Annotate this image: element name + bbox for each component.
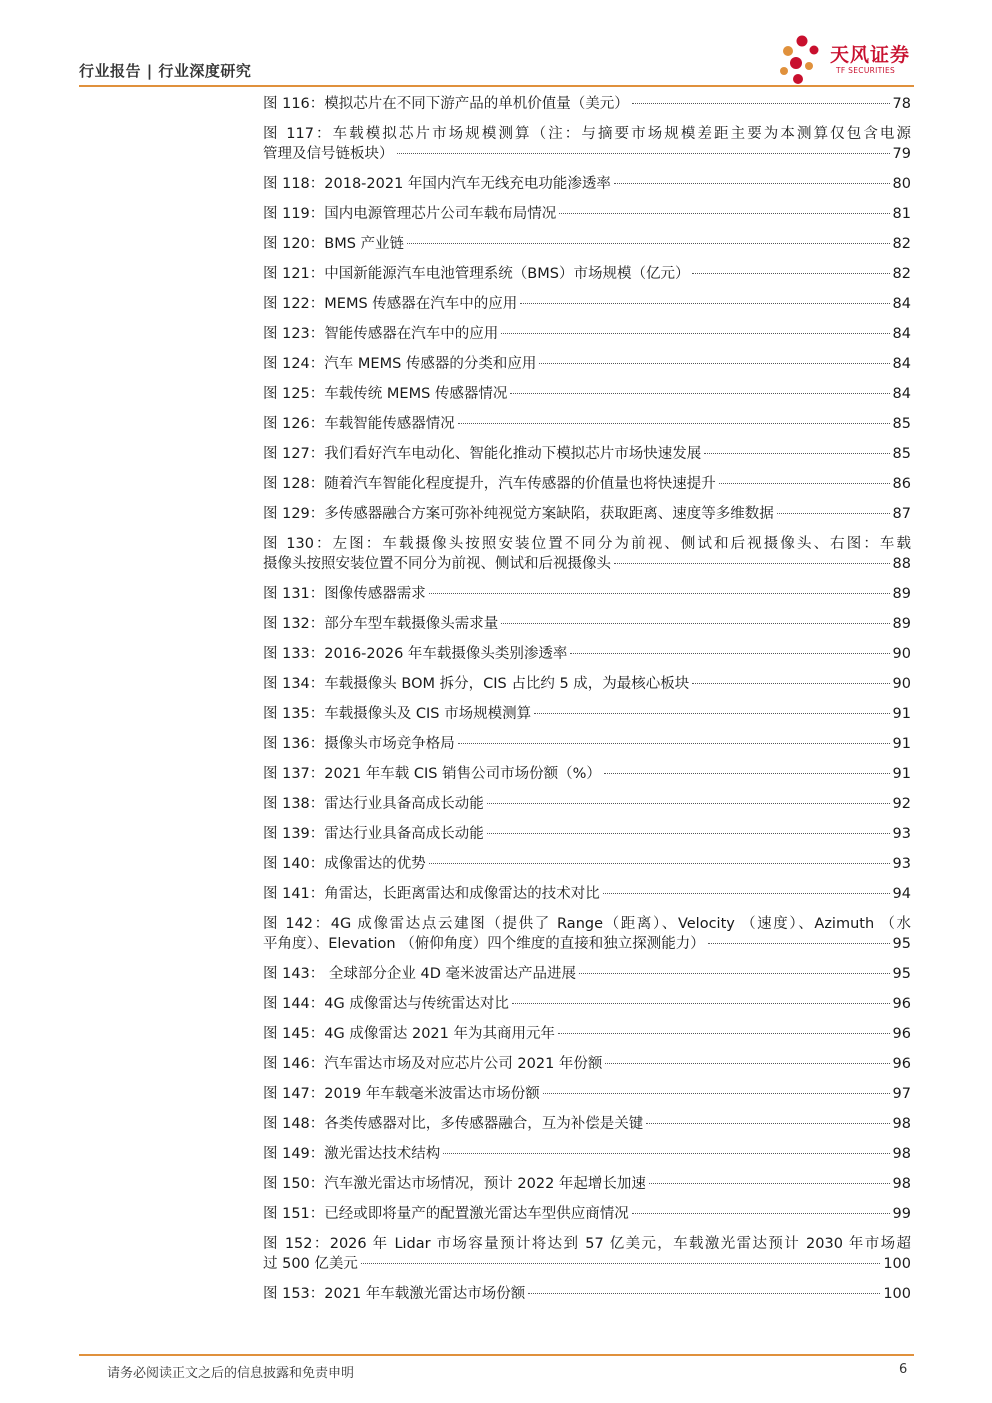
toc-entry[interactable] — [263, 294, 911, 314]
toc-dot-leader — [520, 303, 889, 304]
toc-entry[interactable] — [263, 264, 911, 284]
toc-entry-title: 图 125：车载传统 MEMS 传感器情况 — [263, 386, 508, 402]
toc-dot-leader — [692, 273, 889, 274]
toc-dot-leader — [559, 213, 889, 214]
toc-entry-page: 98 — [892, 1146, 911, 1162]
toc-entry-page: 94 — [892, 886, 911, 902]
toc-dot-leader — [458, 423, 890, 424]
toc-entry-title: 图 116：模拟芯片在不同下游产品的单机价值量（美元） — [263, 96, 629, 112]
toc-entry-title: 图 143： 全球部分企业 4D 毫米波雷达产品进展 — [263, 966, 577, 982]
toc-entry[interactable] — [263, 354, 911, 374]
toc-entry-title: 图 147：2019 年车载毫米波雷达市场份额 — [263, 1086, 540, 1102]
toc-entry-title: 图 126：车载智能传感器情况 — [263, 416, 455, 432]
toc-entry-title: 图 149：激光雷达技术结构 — [263, 1146, 441, 1162]
toc-entry[interactable] — [263, 734, 911, 754]
toc-dot-leader — [605, 1063, 889, 1064]
toc-dot-leader — [407, 243, 889, 244]
toc-entry[interactable] — [263, 644, 911, 664]
header-divider — [79, 85, 914, 87]
toc-entry-title-line1: 图 142：4G 成像雷达点云建图（提供了 Range（距离）、Velocity （速度）、Azimuth （水 — [263, 916, 911, 932]
toc-entry-title: 图 124：汽车 MEMS 传感器的分类和应用 — [263, 356, 537, 372]
toc-dot-leader — [708, 943, 890, 944]
toc-entry-title: 平角度）、Elevation （俯仰角度）四个维度的直接和独立探测能力） — [263, 936, 705, 952]
toc-entry-title: 图 146：汽车雷达市场及对应芯片公司 2021 年份额 — [263, 1056, 603, 1072]
toc-dot-leader — [458, 743, 890, 744]
toc-entry-page: 95 — [892, 966, 911, 982]
toc-entry-title: 图 137：2021 年车载 CIS 销售公司市场份额（%） — [263, 766, 601, 782]
toc-dot-leader — [614, 183, 890, 184]
toc-entry-page: 89 — [892, 616, 911, 632]
toc-entry-page: 89 — [892, 586, 911, 602]
toc-entry[interactable] — [263, 964, 911, 984]
toc-entry-page: 79 — [892, 146, 911, 162]
toc-entry-page: 91 — [892, 736, 911, 752]
toc-dot-leader — [528, 1293, 880, 1294]
toc-entry-title: 图 129：多传感器融合方案可弥补纯视觉方案缺陷，获取距离、速度等多维数据 — [263, 506, 774, 522]
toc-entry-page: 91 — [892, 706, 911, 722]
toc-entry[interactable] — [263, 884, 911, 904]
toc-entry-title: 图 139：雷达行业具备高成长动能 — [263, 826, 484, 842]
toc-entry-title: 图 121：中国新能源汽车电池管理系统（BMS）市场规模（亿元） — [263, 266, 690, 282]
toc-entry[interactable] — [263, 584, 911, 604]
toc-entry-page: 93 — [892, 856, 911, 872]
toc-entry[interactable] — [263, 764, 911, 784]
toc-entry-title: 图 128：随着汽车智能化程度提升，汽车传感器的价值量也将快速提升 — [263, 476, 716, 492]
toc-entry[interactable] — [263, 914, 911, 954]
toc-dot-leader — [487, 833, 890, 834]
toc-entry-title: 图 134：车载摄像头 BOM 拆分，CIS 占比约 5 成，为最核心板块 — [263, 676, 690, 692]
toc-entry-page: 84 — [892, 356, 911, 372]
toc-dot-leader — [719, 483, 890, 484]
toc-entry-title: 图 138：雷达行业具备高成长动能 — [263, 796, 484, 812]
toc-entry-page: 82 — [892, 236, 911, 252]
toc-entry[interactable] — [263, 824, 911, 844]
toc-dot-leader — [512, 1003, 890, 1004]
toc-entry-page: 86 — [892, 476, 911, 492]
footer-disclaimer: 请务必阅读正文之后的信息披露和免责申明 — [107, 1366, 355, 1381]
toc-dot-leader — [603, 893, 890, 894]
toc-entry-title: 图 153：2021 年车载激光雷达市场份额 — [263, 1286, 526, 1302]
toc-entry[interactable] — [263, 324, 911, 344]
toc-entry[interactable] — [263, 1114, 911, 1134]
toc-entry-title: 图 120：BMS 产业链 — [263, 236, 405, 252]
toc-entry-title: 图 141：角雷达，长距离雷达和成像雷达的技术对比 — [263, 886, 600, 902]
toc-entry-title: 图 140：成像雷达的优势 — [263, 856, 426, 872]
toc-entry[interactable] — [263, 1144, 911, 1164]
toc-entry-title: 图 131：图像传感器需求 — [263, 586, 426, 602]
toc-dot-leader — [443, 1153, 889, 1154]
toc-entry[interactable] — [263, 504, 911, 524]
toc-dot-leader — [429, 593, 890, 594]
toc-dot-leader — [397, 153, 890, 154]
toc-entry-title: 图 150：汽车激光雷达市场情况，预计 2022 年起增长加速 — [263, 1176, 646, 1192]
toc-dot-leader — [692, 683, 889, 684]
toc-dot-leader — [539, 363, 889, 364]
toc-dot-leader — [604, 773, 890, 774]
toc-entry-page: 90 — [892, 646, 911, 662]
toc-dot-leader — [501, 623, 889, 624]
toc-entry-page: 84 — [892, 296, 911, 312]
toc-entry-page: 80 — [892, 176, 911, 192]
toc-entry-page: 96 — [892, 996, 911, 1012]
company-logo — [776, 33, 921, 88]
toc-entry[interactable] — [263, 1284, 911, 1304]
toc-entry-title: 管理及信号链板块） — [263, 146, 394, 162]
toc-entry-title: 图 135：车载摄像头及 CIS 市场规模测算 — [263, 706, 532, 722]
header-title: 行业报告 | 行业深度研究 — [79, 62, 252, 80]
toc-dot-leader — [361, 1263, 880, 1264]
toc-entry[interactable] — [263, 1234, 911, 1274]
toc-entry[interactable] — [263, 704, 911, 724]
toc-entry[interactable] — [263, 474, 911, 494]
toc-entry-page: 100 — [883, 1286, 911, 1302]
toc-dot-leader — [704, 453, 889, 454]
toc-dot-leader — [777, 513, 890, 514]
toc-entry-title: 图 132：部分车型车载摄像头需求量 — [263, 616, 499, 632]
toc-entry-page: 92 — [892, 796, 911, 812]
toc-entry-title: 图 123：智能传感器在汽车中的应用 — [263, 326, 499, 342]
toc-entry-title: 图 136：摄像头市场竞争格局 — [263, 736, 455, 752]
toc-dot-leader — [570, 653, 889, 654]
toc-entry-page: 98 — [892, 1116, 911, 1132]
toc-entry[interactable] — [263, 384, 911, 404]
toc-entry[interactable] — [263, 414, 911, 434]
toc-entry-page: 97 — [892, 1086, 911, 1102]
toc-entry-page: 88 — [892, 556, 911, 572]
toc-dot-leader — [614, 563, 890, 564]
toc-entry-page: 95 — [892, 936, 911, 952]
figure-index-list — [263, 94, 911, 1314]
toc-entry-title: 图 144：4G 成像雷达与传统雷达对比 — [263, 996, 509, 1012]
toc-entry[interactable] — [263, 674, 911, 694]
toc-entry[interactable] — [263, 174, 911, 194]
toc-entry-title: 图 151：已经或即将量产的配置激光雷达车型供应商情况 — [263, 1206, 629, 1222]
toc-dot-leader — [646, 1123, 889, 1124]
toc-entry[interactable] — [263, 794, 911, 814]
toc-entry-title: 图 145：4G 成像雷达 2021 年为其商用元年 — [263, 1026, 555, 1042]
toc-entry[interactable] — [263, 234, 911, 254]
toc-entry-page: 87 — [892, 506, 911, 522]
toc-entry[interactable] — [263, 1204, 911, 1224]
toc-entry-title: 图 118：2018-2021 年国内汽车无线充电功能渗透率 — [263, 176, 611, 192]
toc-dot-leader — [632, 1213, 890, 1214]
toc-entry[interactable] — [263, 994, 911, 1014]
toc-entry-page: 78 — [892, 96, 911, 112]
footer-page-number: 6 — [899, 1362, 908, 1377]
toc-entry[interactable] — [263, 94, 911, 114]
toc-entry-page: 84 — [892, 326, 911, 342]
toc-entry-title: 过 500 亿美元 — [263, 1256, 358, 1272]
toc-entry[interactable] — [263, 1084, 911, 1104]
toc-entry-title: 图 127：我们看好汽车电动化、智能化推动下模拟芯片市场快速发展 — [263, 446, 702, 462]
toc-dot-leader — [632, 103, 890, 104]
toc-entry[interactable] — [263, 614, 911, 634]
toc-dot-leader — [579, 973, 890, 974]
toc-entry[interactable] — [263, 534, 911, 574]
toc-entry-page: 85 — [892, 416, 911, 432]
toc-entry-title-line1: 图 117：车载模拟芯片市场规模测算（注：与摘要市场规模差距主要为本测算仅包含电源 — [263, 126, 911, 142]
toc-dot-leader — [558, 1033, 890, 1034]
toc-entry-page: 100 — [883, 1256, 911, 1272]
toc-dot-leader — [543, 1093, 890, 1094]
footer-divider — [79, 1354, 914, 1356]
toc-entry-page: 98 — [892, 1176, 911, 1192]
toc-dot-leader — [510, 393, 889, 394]
logo-text-en: TF SECURITIES — [836, 66, 896, 75]
toc-entry[interactable] — [263, 444, 911, 464]
toc-entry-page: 82 — [892, 266, 911, 282]
toc-dot-leader — [649, 1183, 890, 1184]
toc-entry[interactable] — [263, 1024, 911, 1044]
toc-entry-title: 摄像头按照安装位置不同分为前视、侧试和后视摄像头 — [263, 556, 611, 572]
toc-entry-page: 90 — [892, 676, 911, 692]
toc-dot-leader — [501, 333, 889, 334]
toc-entry-page: 84 — [892, 386, 911, 402]
toc-dot-leader — [534, 713, 889, 714]
toc-entry[interactable] — [263, 854, 911, 874]
toc-dot-leader — [429, 863, 890, 864]
toc-entry[interactable] — [263, 1174, 911, 1194]
toc-entry-title: 图 133：2016-2026 年车载摄像头类别渗透率 — [263, 646, 568, 662]
toc-entry-title-line1: 图 152：2026 年 Lidar 市场容量预计将达到 57 亿美元，车载激光雷达预计 2030 年市场超 — [263, 1236, 911, 1252]
toc-entry-page: 93 — [892, 826, 911, 842]
toc-entry-title: 图 119：国内电源管理芯片公司车载布局情况 — [263, 206, 557, 222]
toc-dot-leader — [487, 803, 890, 804]
toc-entry-title: 图 122：MEMS 传感器在汽车中的应用 — [263, 296, 518, 312]
toc-entry-title-line1: 图 130：左图：车载摄像头按照安装位置不同分为前视、侧试和后视摄像头、右图：车载 — [263, 536, 911, 552]
logo-flower-icon — [776, 33, 828, 88]
toc-entry-title: 图 148：各类传感器对比，多传感器融合，互为补偿是关键 — [263, 1116, 644, 1132]
toc-entry[interactable] — [263, 204, 911, 224]
toc-entry-page: 96 — [892, 1056, 911, 1072]
toc-entry[interactable] — [263, 124, 911, 164]
toc-entry-page: 96 — [892, 1026, 911, 1042]
toc-entry[interactable] — [263, 1054, 911, 1074]
logo-text-cn: 天风证券 — [830, 44, 911, 66]
toc-entry-page: 81 — [892, 206, 911, 222]
toc-entry-page: 85 — [892, 446, 911, 462]
toc-entry-page: 91 — [892, 766, 911, 782]
toc-entry-page: 99 — [892, 1206, 911, 1222]
